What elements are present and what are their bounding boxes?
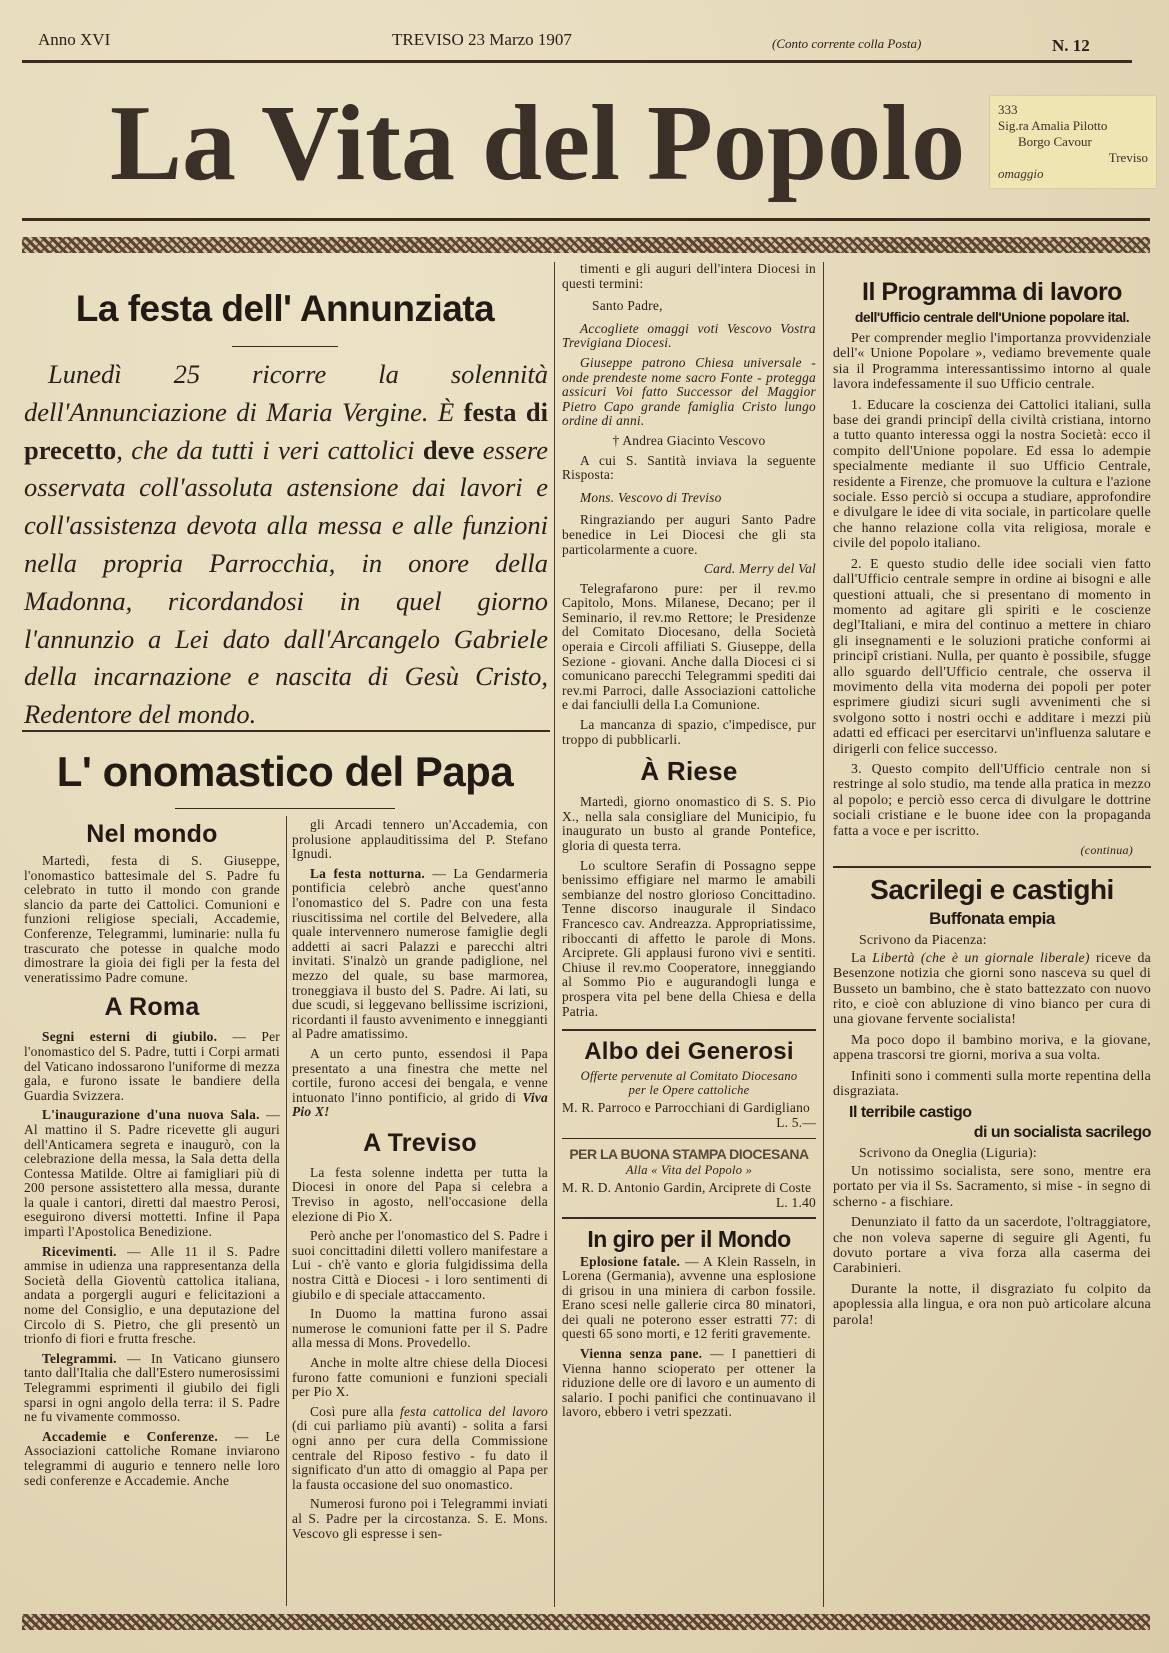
- paragraph-text: — Per l'onomastico del S. Padre, tutti i Corpi armati del Vaticano indossarono l'uniforme di mezza gala, e furono issate le bandiere della Guardia Svizzera.: [24, 1029, 280, 1103]
- paragraph-text: Giuseppe patrono Chiesa universale - onde prendeste nome sacro Fonte - protegga assicuri Voi fatto Successor del Maggior Pietro Capo grande famiglia Cristo lungo ordine di anni.: [562, 354, 816, 429]
- buffonata-subheading: Buffonata empia: [929, 909, 1055, 929]
- treviso-body: [292, 1166, 548, 1541]
- castigo-subheading-1: Il terribile castigo: [849, 1104, 972, 1122]
- paragraph-text: Numerosi furono poi i Telegrammi inviati al S. Padre per la circostanza. S. E. Mons. Vescovo gli espresse i sen-: [292, 1496, 548, 1541]
- bishop-telegram: [562, 322, 816, 429]
- paragraph: [562, 454, 816, 483]
- paragraph: [833, 1068, 1151, 1099]
- paragraph-text: Anche in molte altre chiese della Diocesi furono fatte comunioni e funzioni speciali per Pio X.: [292, 1355, 548, 1400]
- paragraph-text: Infiniti sono i commenti sulla morte repentina della disgraziata.: [833, 1067, 1151, 1099]
- subscriber-city: Treviso: [1108, 150, 1148, 165]
- paragraph-text: — Alle 11 il S. Padre ammise in udienza una rappresentanza della Società della Gioventù cattolica italiana, andata a porgergli auguri e felicitazioni a nome del Consiglio, e una deputazione del Circolo di S. Pietro, che gli presentò un trionfo di fiori e frutta fresche.: [24, 1243, 280, 1347]
- paragraph-text: 1. Educare la coscienza dei Cattolici italiani, sulla base dei grandi principî della civiltà cristiana, intorno a tutto quanto interessa oggi la nostra Società: ecco il compito dell'Unione popolare. Ed essa lo adempie specialmente mediante il suo Ufficio Centrale, residente a Firenze, che promuove la cultura e l'azione sociale. Esso perciò si occupa a studiare, approfondire e divulgare le idee di vita sociale, in particolare quelle che hanno relazione colla vita religiosa, morale e civile del popolo italiano.: [833, 396, 1151, 551]
- column-1: [24, 818, 280, 1493]
- paragraph-text: Così pure alla: [310, 1403, 400, 1419]
- paragraph-text: Un notissimo socialista, sere sono, mentre era portato per via il Ss. Sacramento, si mise - in segno di scherno - a fischiare.: [833, 1162, 1151, 1209]
- lead-in-text: Segni esterni di giubilo.: [42, 1029, 218, 1045]
- paragraph-text: — Le Associazioni cattoliche Romane inviarono telegrammi di augurio e tennero nelle loro sedi conferenze e Accademie. Anche: [24, 1428, 280, 1488]
- paragraph: [562, 718, 816, 747]
- paragraph-text: Ma poco dopo il bambino moriva, e la giovane, appena trascorsi tre giorni, moriva a sua volta.: [833, 1031, 1151, 1063]
- albo-amount: L. 5.—: [776, 1114, 816, 1130]
- paragraph-text: — La Gendarmeria pontificia celebrò anche quest'anno l'onomastico del S. Padre con una festa riuscitissima nel cortile del Belvedere, alla quale intervennero numerose famiglie degli addetti ai sacri Palazzi e parecchi altri invitati. S'inalzò un grande padiglione, nel mezzo del quale, su base marmorea, troneggiava il busto del S. Padre. Ai lati, su due scudi, si leggevano bellissime iscrizioni, ricordanti il fausto avvenimento e inneggianti al Padre amatissimo.: [292, 865, 548, 1042]
- paragraph: [24, 1352, 280, 1425]
- paragraph-text: 2. E questo studio delle idee sociali vien fatto dall'Ufficio centrale sempre in ordine ai bisogni e alle questioni attuali, che si presentano di momento in momento ad agitare gli spiriti e le coscienze degl'Italiani, e mira del continuo a mettere in chiaro gli insegnamenti e le soluzioni pratiche conformi ai principî cristiani. Nulla, per quanto è possibile, sfugge allo sguardo dell'Ufficio centrale, che osserva il movimento della vita moderna dei popoli per poter esprimere giudizi sicuri sugli avvenimenti che si svolgono sotto i nostri occhi e additare i mezzi più adatti ed efficaci per esercitarvi un'influenza salutare e dirigerli con felice successo.: [833, 555, 1151, 756]
- year-label: Anno XVI: [38, 30, 111, 49]
- paragraph: [24, 1430, 280, 1488]
- paragraph-text: Martedì, festa di S. Giuseppe, l'onomastico battesimale del S. Padre fu celebrato in tutto il mondo con grande slancio da parte dei Cattolici. Comunioni e funzioni religiose speciali, Accademie, Conferenze, Telegrammi, luminarie: nulla fu trascurato che potesse in qualche modo dimostrare la gioia dei figli per la festa del veneratissimo Padre comune.: [24, 853, 280, 985]
- riese-body: [562, 795, 816, 1019]
- dateline: TREVISO 23 Marzo 1907: [392, 30, 572, 49]
- paragraph-text: essere osservata coll'assoluta astensione dai lavori e coll'assistenza devota alla messa e alle funzioni nella propria Parrocchia, in onore della Madonna, ricordandosi in quel giorno l'annunzio a Lei dato dall'Arcangelo Gabriele della incarnazione e nascita di Gesù Cristo, Redentore del mondo.: [24, 434, 548, 730]
- header-rule: [22, 60, 1132, 63]
- address-label: [990, 96, 1156, 188]
- castigo-body: [833, 1163, 1151, 1327]
- roma-body-continued: [292, 818, 548, 1120]
- continues-note: (continua): [1080, 843, 1133, 857]
- paragraph-text: Denunziato il fatto da un sacerdote, l'oltraggiatore, che non voleva saperne di seguire gli Agenti, fu dovuto portare a viva forza alla caserma dei Carabinieri.: [833, 1214, 1151, 1276]
- paragraph-text: — A Klein Rasseln, in Lorena (Germania), avvenne una esplosione di grisou in una miniera di carbon fossile. Erano scesi nelle gallerie circa 80 minatori, dei quali ne poterono esser estratti 77: di questi 65 sono morti, e 12 feriti gravemente.: [562, 1253, 816, 1342]
- paragraph: [833, 330, 1151, 392]
- paragraph: [833, 397, 1151, 551]
- paragraph-text: Telegrafarono pure: per il rev.mo Capitolo, Mons. Milanese, Decano; per il Seminario, il rev.mo Rettore; le Presidenze del Comitato Diocesano, della Società operaia e Circoli affiliati S. Giuseppe, della Sezione - giovani. Anche dalla Diocesi ci si comunicano parecchi Telegrammi spediti dai rev.mi Parroci, dalle Associazioni cattoliche e dai fanciulli della I.a Comunione.: [562, 580, 816, 713]
- albo-heading: Albo dei Generosi: [584, 1038, 794, 1066]
- bottom-ornamental-border: [22, 1614, 1150, 1630]
- paragraph-text: Lunedì 25 ricorre la solennità dell'Annunciazione di Maria Vergine. È: [24, 359, 548, 427]
- column-divider: [554, 262, 555, 1607]
- top-ornamental-border: [22, 237, 1150, 253]
- programma-body: [833, 330, 1151, 838]
- paragraph: [833, 1214, 1151, 1276]
- roma-heading: A Roma: [104, 993, 200, 1022]
- paragraph-text: 3. Questo compito dell'Ufficio centrale non si restringe al solo studio, ma tende alla pratica in mezzo al popolo; e perciò esso cerca di divulgare le dottrine sociali cristiane e le buone idee con la propaganda fatta a voce e per iscritto.: [833, 760, 1151, 838]
- section-rule: [22, 730, 550, 732]
- telegram-list: [562, 582, 816, 748]
- paragraph-text: Durante la notte, il disgraziato fu colpito da apoplessia alla lingua, e ora non può articolare alcuna parola!: [833, 1280, 1151, 1327]
- masthead-rule: [22, 218, 1150, 221]
- paragraph: [292, 818, 548, 862]
- annunziata-body: [24, 356, 548, 734]
- paragraph-text: La: [851, 949, 873, 965]
- lead-in-text: Viva Pio X!: [292, 1089, 548, 1120]
- lead-in-text: festa di precetto: [24, 396, 549, 465]
- paragraph: [562, 1255, 816, 1343]
- paragraph: [292, 1047, 548, 1120]
- reply-address: Mons. Vescovo di Treviso: [580, 489, 722, 505]
- label-note: omaggio: [998, 166, 1044, 181]
- paragraph-text: Libertà (che è un giornale liberale): [872, 949, 1090, 965]
- column-divider: [286, 816, 287, 1606]
- oneglia-dateline: Scrivono da Oneglia (Liguria):: [859, 1145, 1037, 1161]
- paragraph-text: A un certo punto, essendosi il Papa presentato a una finestra che mette nel cortile, furono accesi dei bengala, e venne intuonato l'inno pontificio, al grido di: [292, 1045, 548, 1105]
- paragraph-text: Però anche per l'onomastico del S. Padre i suoi concittadini diletti vollero manifestare a Lui - ch'è vanto e gloria fulgidissima della nostra Città e Diocesi - i loro sentimenti di giubilo e di speciale attaccamento.: [292, 1228, 548, 1302]
- paragraph: [562, 356, 816, 429]
- column-divider: [823, 262, 824, 1607]
- roma-body: [24, 1030, 280, 1488]
- paragraph: [24, 356, 548, 734]
- paragraph-text: — I panettieri di Vienna hanno scioperato per ottener la riduzione delle ore di lavoro e un aumento di salario. I pochi panifici che continuavano il lavoro, ebbero i vetri spezzati.: [562, 1346, 817, 1420]
- paragraph: [833, 1032, 1151, 1063]
- paragraph: [562, 795, 816, 853]
- paragraph: [292, 867, 548, 1042]
- buona-stampa-entry: [562, 1181, 816, 1210]
- albo-donor: M. R. Parroco e Parrocchiani di Gardigliano: [562, 1100, 810, 1116]
- paragraph-text: Accogliete omaggi voti Vescovo Vostra Trevigiana Diocesi.: [562, 320, 816, 351]
- paragraph: [292, 1356, 548, 1400]
- issue-number: N. 12: [1052, 36, 1090, 55]
- paragraph: [292, 1405, 548, 1493]
- programma-subtitle: dell'Ufficio centrale dell'Unione popolare ital.: [854, 309, 1130, 325]
- buona-stampa-heading: PER LA BUONA STAMPA DIOCESANA: [569, 1146, 809, 1163]
- treviso-heading: A Treviso: [363, 1128, 477, 1157]
- castigo-subheading-2: di un socialista sacrilego: [973, 1124, 1151, 1142]
- paragraph: [24, 854, 280, 985]
- paragraph: [562, 262, 816, 291]
- treviso-body-continued: [562, 262, 816, 291]
- pope-reply: [562, 513, 816, 557]
- paragraph-text: In Duomo la mattina furono assai numerose le comunioni fatte per il S. Padre alla messa di Mons. Provedello.: [292, 1306, 548, 1351]
- title-ornament: [232, 346, 338, 347]
- lead-in-text: Eplosione fatale.: [580, 1253, 681, 1269]
- programma-heading: Il Programma di lavoro: [862, 278, 1122, 306]
- paragraph: [562, 513, 816, 557]
- riese-heading: À Riese: [640, 756, 738, 787]
- nel-mondo-heading: Nel mondo: [86, 820, 218, 848]
- column-2: [292, 818, 548, 1546]
- lead-in-text: L'inaugurazione d'una nuova Sala.: [42, 1107, 260, 1123]
- paragraph-text: timenti e gli auguri dell'intera Diocesi in questi termini:: [562, 261, 816, 291]
- paragraph: [24, 1108, 280, 1239]
- buona-stampa-subtitle: Alla « Vita del Popolo »: [625, 1163, 753, 1178]
- lead-in-text: Vienna senza pane.: [580, 1346, 703, 1362]
- paragraph: [24, 1030, 280, 1103]
- lead-in-text: deve: [422, 434, 475, 465]
- paragraph-text: Martedì, giorno onomastico di S. S. Pio X., nella sala consigliare del Municipio, fu inaugurato un busto al grande Pontefice, gloria di questa terra.: [562, 794, 816, 853]
- nel-mondo-body: [24, 854, 280, 985]
- paragraph-text: , che da tutti i veri cattolici: [116, 434, 423, 465]
- lead-in-text: Telegrammi.: [42, 1350, 117, 1366]
- paragraph-text: (di cui parliamo più avanti) - solita a farsi ogni anno per cura della Commissione centrale del Riposo festivo - fu dato il significato d'un atto di omaggio al Papa per la fausta occasione del suo onomastico.: [292, 1418, 548, 1492]
- paragraph: [292, 1497, 548, 1541]
- buona-stampa-donor: M. R. D. Antonio Gardin, Arciprete di Coste: [562, 1180, 812, 1196]
- lead-in-text: Accademie e Conferenze.: [42, 1428, 218, 1444]
- cardinal-signature: Card. Merry del Val: [703, 561, 816, 577]
- lead-in-text: Ricevimenti.: [42, 1243, 117, 1259]
- paragraph-text: riceve da Besenzone notizia che giorni sono nasceva su quel di Busseto un bambino, che è stato battezzato con nuovo rito, e cioè con abluzione di vino bianco per cura di una giovane fervente socialista!: [833, 949, 1151, 1027]
- bishop-signature: † Andrea Giacinto Vescovo: [612, 432, 766, 448]
- column-3: [562, 262, 816, 1425]
- masthead-title: La Vita del Popolo: [110, 84, 966, 203]
- postal-note: (Conto corrente colla Posta): [772, 36, 922, 51]
- paragraph-text: A cui S. Santità inviava la seguente Risposta:: [562, 452, 816, 483]
- annunziata-title: La festa dell' Annunziata: [75, 288, 495, 329]
- giro-body: [562, 1255, 816, 1421]
- buffonata-body: [833, 950, 1151, 1099]
- paragraph: [562, 322, 816, 351]
- section-rule: [175, 808, 395, 809]
- paragraph: [833, 950, 1151, 1027]
- sacrilegi-heading: Sacrilegi e castighi: [870, 874, 1114, 906]
- paragraph: [562, 859, 816, 1020]
- paragraph-text: Per comprender meglio l'importanza provvidenziale dell'« Unione Popolare », vediamo brevemente quale sia il Programma interessantissimo intorno al quale lavora indefessamente il suo Ufficio centrale.: [833, 330, 1151, 392]
- paragraph-text: La mancanza di spazio, c'impedisce, pur troppo di pubblicarli.: [562, 717, 816, 747]
- albo-entry: [562, 1101, 816, 1130]
- salutation: Santo Padre,: [592, 298, 663, 314]
- subscriber-street: Borgo Cavour: [1018, 134, 1092, 149]
- paragraph: [833, 761, 1151, 838]
- paragraph: [292, 1166, 548, 1224]
- paragraph: [292, 1229, 548, 1302]
- albo-subtitle: Offerte pervenute al Comitato Diocesano per le Opere cattoliche: [580, 1069, 798, 1098]
- giro-heading: In giro per il Mondo: [587, 1225, 791, 1252]
- paragraph: [833, 1281, 1151, 1327]
- column-4: [833, 276, 1151, 1332]
- paragraph: [562, 582, 816, 713]
- paragraph-text: La festa solenne indetta per tutta la Diocesi in onore del Papa si celebra a Treviso in agosto, nell'occasione della elezione di Pio X.: [292, 1164, 548, 1224]
- paragraph-text: — In Vaticano giunsero tanto dall'Italia che dall'Estero numerosissimi Telegrammi esprimenti il giubilo dei figli sparsi in ogni angolo della terra: il S. Padre ne fu vivamente commosso.: [24, 1350, 280, 1425]
- paragraph-text: — Al mattino il S. Padre ricevette gli auguri dell'Anticamera segreta e inaugurò, con la celebrazione della messa, la Sala detta della Contessa Matilde. Oltre ai famigliari più di 200 persone assistettero alla messa, durante la quale i cantori, diretti dal maestro Perosi, eseguirono diversi mottetti. Infine il Papa impartì l'Apostolica Benedizione.: [24, 1107, 280, 1240]
- piacenza-dateline: Scrivono da Piacenza:: [859, 932, 987, 948]
- lead-in-text: La festa notturna.: [310, 865, 426, 881]
- subscriber-number: 333: [998, 102, 1018, 117]
- paragraph: [292, 1307, 548, 1351]
- subscriber-name: Sig.ra Amalia Pilotto: [998, 118, 1108, 133]
- paragraph-text: festa cattolica del lavoro: [399, 1403, 548, 1419]
- paragraph: [562, 1347, 816, 1420]
- paragraph-text: Ringraziando per auguri Santo Padre benedice in Lei Diocesi che gli sta particolarmente a cuore.: [562, 512, 816, 557]
- paragraph-text: gli Arcadi tennero un'Accademia, con prolusione applauditissima del P. Stefano Ignudi.: [292, 817, 548, 862]
- paragraph: [833, 556, 1151, 756]
- paragraph-text: Lo scultore Serafin di Possagno seppe benissimo effigiare nel marmo le amabili sembianze del nostro glorioso Concittadino. Tenne discorso inaugurale il Sindaco Francesco cav. Andreazza. Appropriatissime, riboccanti di affetto le parole di Mons. Arciprete. Gli applausi furono vivi e sentiti. Chiuse il rev.mo Cooperatore, inneggiando al Sommo Pio e augurandogli lunga e prospera vita pel bene della Chiesa e della Patria.: [562, 857, 816, 1019]
- reply-intro: [562, 454, 816, 483]
- onomastico-title: L' onomastico del Papa: [56, 748, 514, 795]
- paragraph: [24, 1245, 280, 1347]
- buona-stampa-amount: L. 1.40: [775, 1194, 816, 1210]
- paragraph: [833, 1163, 1151, 1209]
